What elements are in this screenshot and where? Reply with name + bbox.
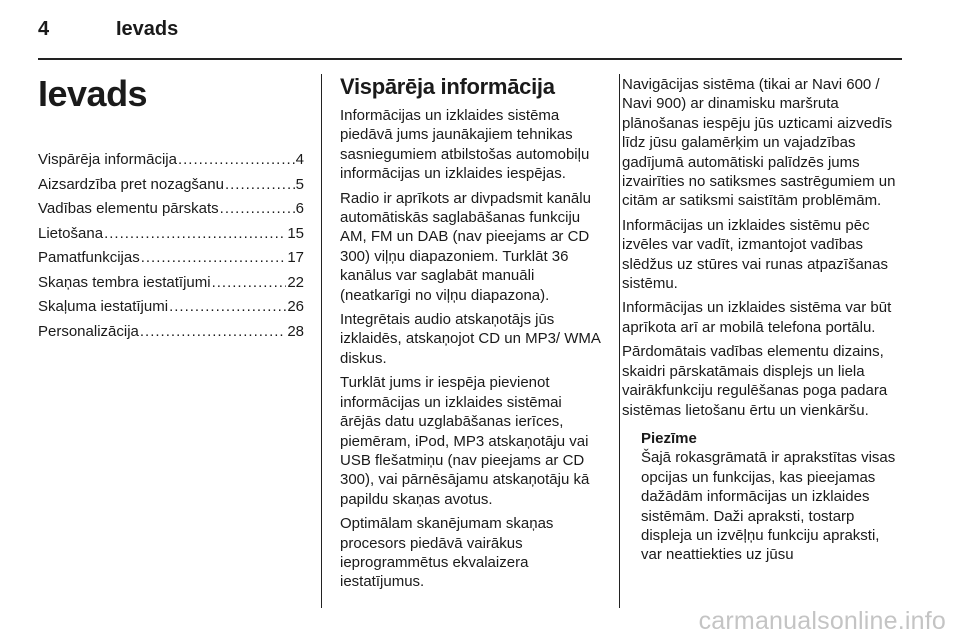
toc-entry-label: Skaņas tembra iestatījumi [38,273,211,291]
toc-leader-dots [169,295,286,320]
toc-entry-page: 5 [295,175,304,193]
toc-leader-dots [225,173,295,198]
toc-leader-dots [178,148,295,173]
body-column-2 [340,60,606,597]
toc-entry[interactable] [38,320,304,345]
toc-entry-page: 4 [295,151,304,168]
toc-entry[interactable] [38,173,304,198]
toc-entry-page: 28 [287,322,304,340]
toc-leader-dots [220,197,295,222]
note-title: Piezīme [641,429,697,447]
toc-entry[interactable] [38,222,304,247]
toc-entry-page: 22 [287,273,304,291]
toc-entry-page: 26 [287,298,304,315]
toc-entry[interactable] [38,148,304,173]
note-box [641,429,904,565]
toc-entry[interactable] [38,197,304,222]
toc-entry-page: 15 [287,224,304,242]
toc-entry[interactable] [38,271,304,296]
toc-entry[interactable] [38,295,304,320]
running-title: Ievads [116,18,179,40]
toc-entry-label: Personalizācija [38,322,139,340]
note-text: Šajā rokasgrāmatā ir aprakstītas visas opcijas un funkcijas, kas pieejamas dažādām informācijas un izklaides sistēmām. Daži apraksti, tostarp displeja un izvēļņu funkciju apraksti, var neattiekties uz jūsu [641,449,896,564]
column-divider-2 [619,74,620,608]
column-divider-1 [321,74,322,608]
page-header [38,18,902,48]
toc-entry[interactable] [38,246,304,271]
body-paragraph: Turklāt jums ir iespēja pievienot informācijas un izklaides sistēmai ārējās datu uzglabāšanas ierīces, piemēram, iPod, MP3 atskaņotāju vai USB flešatmiņu (nav pieejams ar CD 300), vai pārnēsājamu atskaņotāju kā papildu skaņas avotus. [340,374,590,508]
toc-entry-label: Aizsardzība pret nozagšanu [38,175,224,193]
body-paragraph: Informācijas un izklaides sistēma piedāvā jums jaunākajiem tehnikas sasniegumiem atbilstošas automobiļu informācijas un izklaides iespējas. [340,107,590,183]
body-column-3 [622,60,904,565]
section-title: Vispārēja informācija [340,74,555,99]
body-paragraph: Navigācijas sistēma (tikai ar Navi 600 / Navi 900) ar dinamisku maršruta plānošanas iespēju jūs uzticami aizvedīs līdz jūsu galamērķim un vajadzības gadījumā automātiski palīdzēs jums izvairīties no satiksmes sastrēgumiem un citām ar satiksmi saistītām problēmām. [622,76,896,210]
chapter-title: Ievads [38,73,148,114]
body-paragraph: Pārdomātais vadības elementu dizains, skaidri pārskatāmais displejs un liela vairākfunkciju regulēšanas poga padara sistēmas lietošanu ērtu un vienkāršu. [622,343,888,419]
toc-column [38,60,304,344]
toc-entry-label: Lietošana [38,224,104,242]
body-paragraph: Informācijas un izklaides sistēmu pēc izvēles var vadīt, izmantojot vadības slēdžus uz stūres vai runas atpazīšanas sistēmu. [622,216,888,293]
page-number: 4 [38,18,50,40]
toc-entry-label: Vispārēja informācija [38,151,177,168]
watermark: carmanualsonline.info [698,607,946,635]
body-paragraph: Radio ir aprīkots ar divpadsmit kanālu automātiskās saglabāšanas funkciju AM, FM un DAB (nav pieejams ar CD 300) viļņu diapazoniem. Turklāt 36 kanālus var saglabāt manuāli (neatkarīgi no viļņu diapazona). [340,189,591,304]
toc-entry-page: 17 [287,249,304,266]
table-of-contents [38,148,304,344]
toc-entry-page: 6 [295,200,304,217]
body-paragraph: Informācijas un izklaides sistēma var būt aprīkota arī ar mobilā telefona portālu. [622,299,892,336]
toc-entry-label: Skaļuma iestatījumi [38,298,169,315]
toc-leader-dots [140,320,286,345]
body-paragraph: Optimālam skanējumam skaņas procesors piedāvā vairākus ieprogrammētus ekvalaizera iestatījumus. [340,515,554,591]
toc-leader-dots [104,222,286,247]
toc-entry-label: Vadības elementu pārskats [38,200,219,217]
toc-leader-dots [141,246,287,271]
toc-entry-label: Pamatfunkcijas [38,249,140,266]
body-paragraph: Integrētais audio atskaņotājs jūs izklaidēs, atskaņojot CD un MP3/ WMA diskus. [340,311,601,367]
toc-leader-dots [212,271,287,296]
